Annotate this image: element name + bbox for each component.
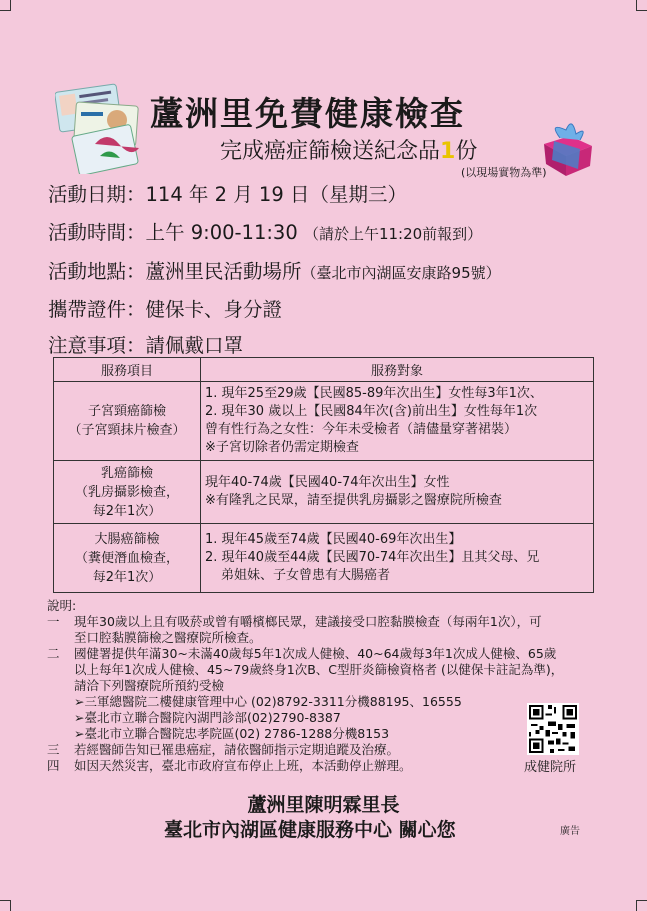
clinic-item: ➢三軍總醫院二樓健康管理中心 (02)8792-3311分機88195、16555: [74, 694, 462, 709]
target-line: 現年40-74歲【民國40-74年次出生】女性: [205, 475, 450, 490]
screening-table: [53, 357, 594, 593]
gift-note: (以現場實物為準): [461, 166, 547, 179]
info-value: 健保卡、身分證: [145, 298, 283, 321]
info-date: [48, 179, 407, 207]
note-number: 四: [47, 758, 60, 773]
info-time: [48, 217, 482, 245]
service-item-detail: （子宮頸抹片檢查）: [68, 423, 186, 438]
note-line: 如因天然災害，臺北市政府宣布停止上班，本活動停止辦理。: [74, 758, 412, 773]
subtitle-number: 1: [440, 139, 456, 164]
table-row: [54, 524, 594, 593]
info-notice: [48, 330, 243, 358]
info-label: 攜帶證件：: [48, 298, 146, 321]
service-item-name: 子宮頸癌篩檢: [87, 404, 166, 419]
table-header: 服務對象: [201, 358, 594, 382]
footer-center: 臺北市內湖區健康服務中心 關心您: [164, 819, 456, 841]
service-item-detail: 每2年1次）: [92, 569, 162, 585]
service-item-detail: （糞便潛血檢查，: [74, 550, 179, 566]
table-row: [54, 461, 594, 524]
service-item-cell: [54, 524, 201, 593]
note-line: 請洽下列醫療院所預約受檢: [74, 678, 225, 693]
info-label: 活動時間：: [48, 221, 146, 244]
qr-label: 成健院所: [524, 760, 577, 775]
table-header-row: [54, 358, 594, 382]
target-line: 1. 現年45歲至74歲【民國40-69年次出生】: [205, 532, 462, 547]
note-item: [47, 646, 563, 742]
service-item-cell: [54, 382, 201, 461]
target-line: 曾有性行為之女性：今年未受檢者（請儘量穿著裙裝）: [205, 422, 518, 437]
info-value: 請佩戴口罩: [145, 334, 244, 357]
note-number: 二: [47, 646, 60, 661]
qr-code[interactable]: [527, 703, 579, 755]
health-cards-illustration: [55, 82, 150, 174]
target-line: ※有隆乳之民眾，請至提供乳房攝影之醫療院所檢查: [205, 493, 502, 508]
gift-box-icon: [538, 118, 598, 178]
crop-mark-bottom-right: [636, 900, 647, 911]
note-line: 以上每年1次成人健檢、45~79歲終身1次B、C型肝炎篩檢資格者 (以健保卡註記為準)，: [74, 662, 564, 677]
table-row: [54, 382, 594, 461]
note-line: 若經醫師告知已罹患癌症，請依醫師指示定期追蹤及治療。: [74, 742, 400, 757]
note-line: 至口腔黏膜篩檢之醫療院所檢查。: [74, 630, 262, 645]
target-line: ※子宮切除者仍需定期檢查: [205, 440, 359, 455]
info-label: 注意事項：: [48, 334, 146, 357]
info-label: 活動日期：: [48, 183, 146, 206]
info-value: 蘆洲里民活動場所: [145, 260, 302, 283]
target-line: 1. 現年25至29歲【民國85-89年次出生】女性每3年1次、: [205, 386, 543, 401]
service-target-cell: [201, 461, 594, 524]
note-number: 一: [47, 614, 60, 629]
poster-title: 蘆洲里免費健康檢查: [150, 94, 465, 133]
info-place: [48, 256, 501, 284]
service-target-cell: [201, 382, 594, 461]
crop-mark-bottom-left: [0, 900, 11, 911]
info-hint: （臺北市內湖區安康路95號）: [301, 264, 501, 282]
info-label: 活動地點：: [48, 260, 146, 283]
service-item-name: 大腸癌篩檢: [94, 531, 160, 547]
subtitle-text: 完成癌症篩檢送紀念品: [220, 139, 441, 164]
note-line: 國健署提供年滿30~未滿40歲每5年1次成人健檢、40~64歲每3年1次成人健檢、65歲: [74, 646, 557, 661]
note-item: [47, 758, 563, 774]
clinic-item: ➢臺北市立聯合醫院忠孝院區(02) 2786-1288分機8153: [74, 726, 390, 741]
clinic-item: ➢臺北市立聯合醫院內湖門診部(02)2790-8387: [74, 710, 341, 725]
notes-section: [47, 598, 563, 774]
table-header: 服務項目: [54, 358, 201, 382]
target-line: 弟姐妹、子女曾患有大腸癌者: [221, 568, 391, 583]
service-item-detail: 每2年1次）: [92, 503, 162, 519]
poster-subtitle: [220, 134, 477, 165]
footer-chief: 蘆洲里陳明霖里長: [247, 794, 400, 816]
ad-label: 廣告: [560, 826, 580, 837]
service-item-name: 乳癌篩檢: [100, 465, 153, 481]
crop-mark-top-right: [636, 0, 647, 11]
info-value: 114 年 2 月 19 日（星期三）: [145, 183, 407, 206]
target-line: 2. 現年40歲至44歲【民國70-74年次出生】且其父母、兄: [205, 550, 540, 565]
info-documents: [48, 294, 282, 322]
notes-heading: 說明:: [47, 598, 77, 613]
note-line: 現年30歲以上且有吸菸或曾有嚼檳榔民眾，建議接受口腔黏膜檢查（每兩年1次），可: [74, 614, 542, 629]
service-item-detail: （乳房攝影檢查，: [74, 484, 179, 500]
subtitle-suffix: 份: [455, 139, 478, 164]
note-item: [47, 742, 563, 758]
target-line: 2. 現年30 歲以上【民國84年次(含)前出生】女性每年1次: [205, 404, 538, 419]
note-number: 三: [47, 742, 60, 757]
service-target-cell: [201, 524, 594, 593]
info-hint: （請於上午11:20前報到）: [303, 225, 483, 243]
crop-mark-top-left: [0, 0, 11, 11]
note-item: [47, 614, 563, 646]
service-item-cell: [54, 461, 201, 524]
info-value: 上午 9:00-11:30: [145, 221, 298, 244]
